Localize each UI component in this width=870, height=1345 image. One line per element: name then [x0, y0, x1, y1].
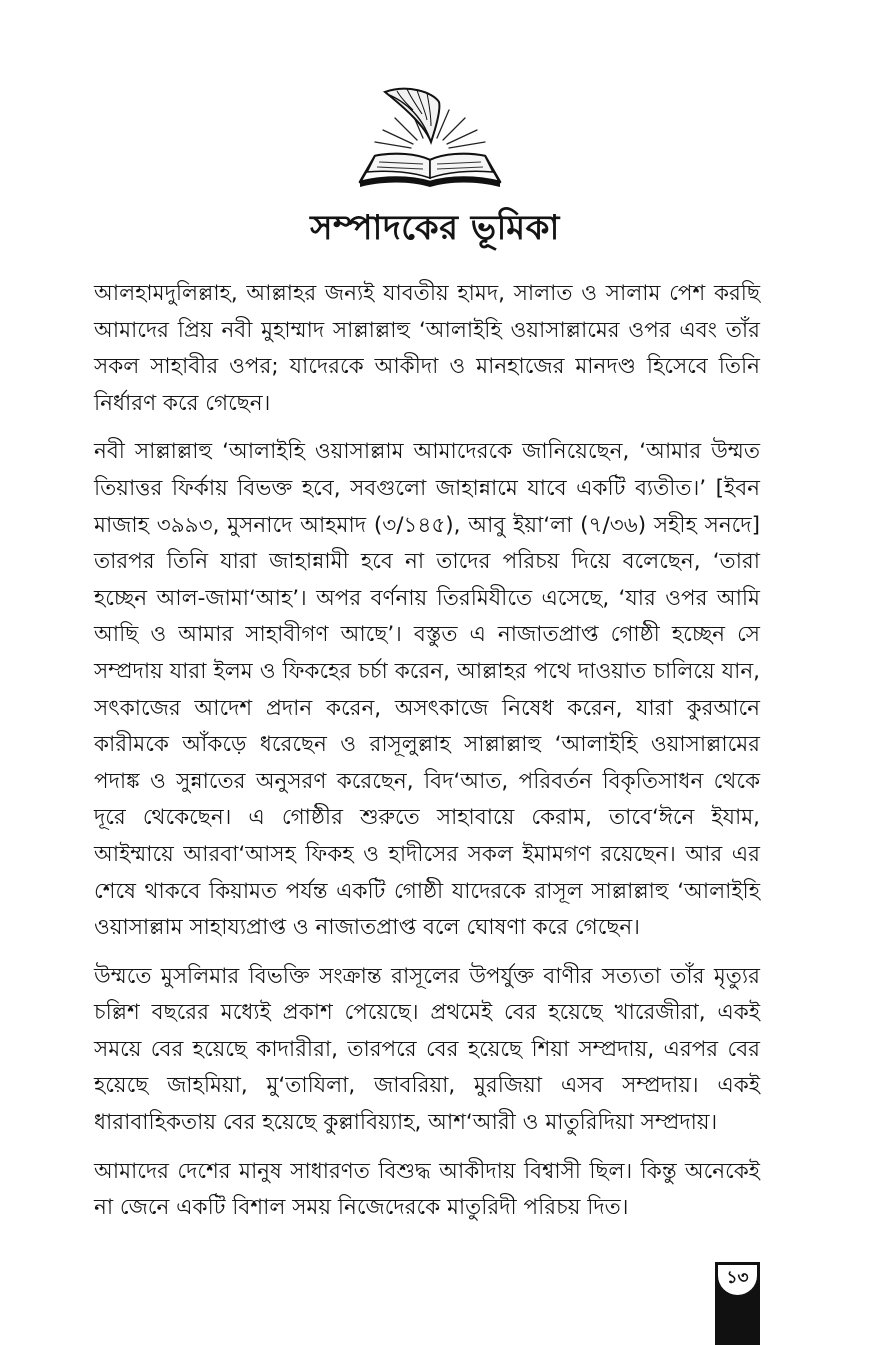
page-number: ১৩ [718, 1265, 757, 1295]
open-book-with-quill-icon [355, 82, 505, 190]
paragraph-1: আলহামদুলিল্লাহ, আল্লাহর জন্যই যাবতীয় হামদ, সালাত ও সালাম পেশ করছি আমাদের প্রিয় নবী মুহাম্মাদ সাল্লাল্লাহু ‘আলাইহি ওয়াসাল্লামের ওপর এবং তাঁর সকল সাহাবীর ওপর; যাদেরকে আকীদা ও মানহাজের মানদণ্ড হিসেবে তিনি নির্ধারণ করে গেছেন। [94, 281, 760, 416]
section-title: সম্পাদকের ভূমিকা [310, 208, 560, 248]
page-number-tab [715, 1262, 760, 1345]
paragraph-3: উম্মতে মুসলিমার বিভক্তি সংক্রান্ত রাসূলের উপর্যুক্ত বাণীর সত্যতা তাঁর মৃত্যুর চল্লিশ বছরের মধ্যেই প্রকাশ পেয়েছে। প্রথমেই বের হয়েছে খারেজীরা, একই সময়ে বের হয়েছে কাদারীরা, তারপরে বের হয়েছে শিয়া সম্প্রদায়, এরপর বের হয়েছে জাহমিয়া, মু‘তাযিলা, জাবরিয়া, মুরজিয়া এসব সম্প্রদায়। একই ধারাবাহিকতায় বের হয়েছে কুল্লাবিয়্যাহ, আশ‘আরী ও মাতুরিদিয়া সম্প্রদায়। [94, 963, 760, 1136]
paragraph-2: নবী সাল্লাল্লাহু ‘আলাইহি ওয়াসাল্লাম আমাদেরকে জানিয়েছেন, ‘আমার উম্মত তিয়াত্তর ফির্কায় বিভক্ত হবে, সবগুলো জাহান্নামে যাবে একটি ব্যতীত।’ [ইবন মাজাহ ৩৯৯৩, মুসনাদে আহমাদ (৩/১৪৫), আবু ইয়া‘লা (৭/৩৬) সহীহ সনদে] তারপর তিনি যারা জাহান্নামী হবে না তাদের পরিচয় দিয়ে বলেছেন, ‘তারা হচ্ছেন আল-জামা‘আহ’। অপর বর্ণনায় তিরমিযীতে এসেছে, ‘যার ওপর আমি আছি ও আমার সাহাবীগণ আছে’। বস্তুত এ নাজাতপ্রাপ্ত গোষ্ঠী হচ্ছেন সে সম্প্রদায় যারা ইলম ও ফিকহের চর্চা করেন, আল্লাহর পথে দাওয়াত চালিয়ে যান, সৎকাজের আদেশ প্রদান করেন, অসৎকাজে নিষেধ করেন, যারা কুরআনে কারীমকে আঁকড়ে ধরেছেন ও রাসূলুল্লাহ সাল্লাল্লাহু ‘আলাইহি ওয়াসাল্লামের পদাঙ্ক ও সুন্নাতের অনুসরণ করেছেন, বিদ‘আত, পরিবর্তন বিকৃতিসাধন থেকে দূরে থেকেছেন। এ গোষ্ঠীর শুরুতে সাহাবায়ে কেরাম, তাবে‘ঈনে ইযাম, আইম্মায়ে আরবা‘আসহ ফিকহ ও হাদীসের সকল ইমামগণ রয়েছেন। আর এর শেষে থাকবে কিয়ামত পর্যন্ত একটি গোষ্ঠী যাদেরকে রাসূল সাল্লাল্লাহু ‘আলাইহি ওয়াসাল্লাম সাহায্যপ্রাপ্ত ও নাজাতপ্রাপ্ত বলে ঘোষণা করে গেছেন। [94, 439, 760, 941]
preface-body [94, 276, 760, 1239]
paragraph-4: আমাদের দেশের মানুষ সাধারণত বিশুদ্ধ আকীদায় বিশ্বাসী ছিল। কিন্তু অনেকেই না জেনে একটি বিশাল সময় নিজেদেরকে মাতুরিদী পরিচয় দিত। [94, 1158, 760, 1221]
